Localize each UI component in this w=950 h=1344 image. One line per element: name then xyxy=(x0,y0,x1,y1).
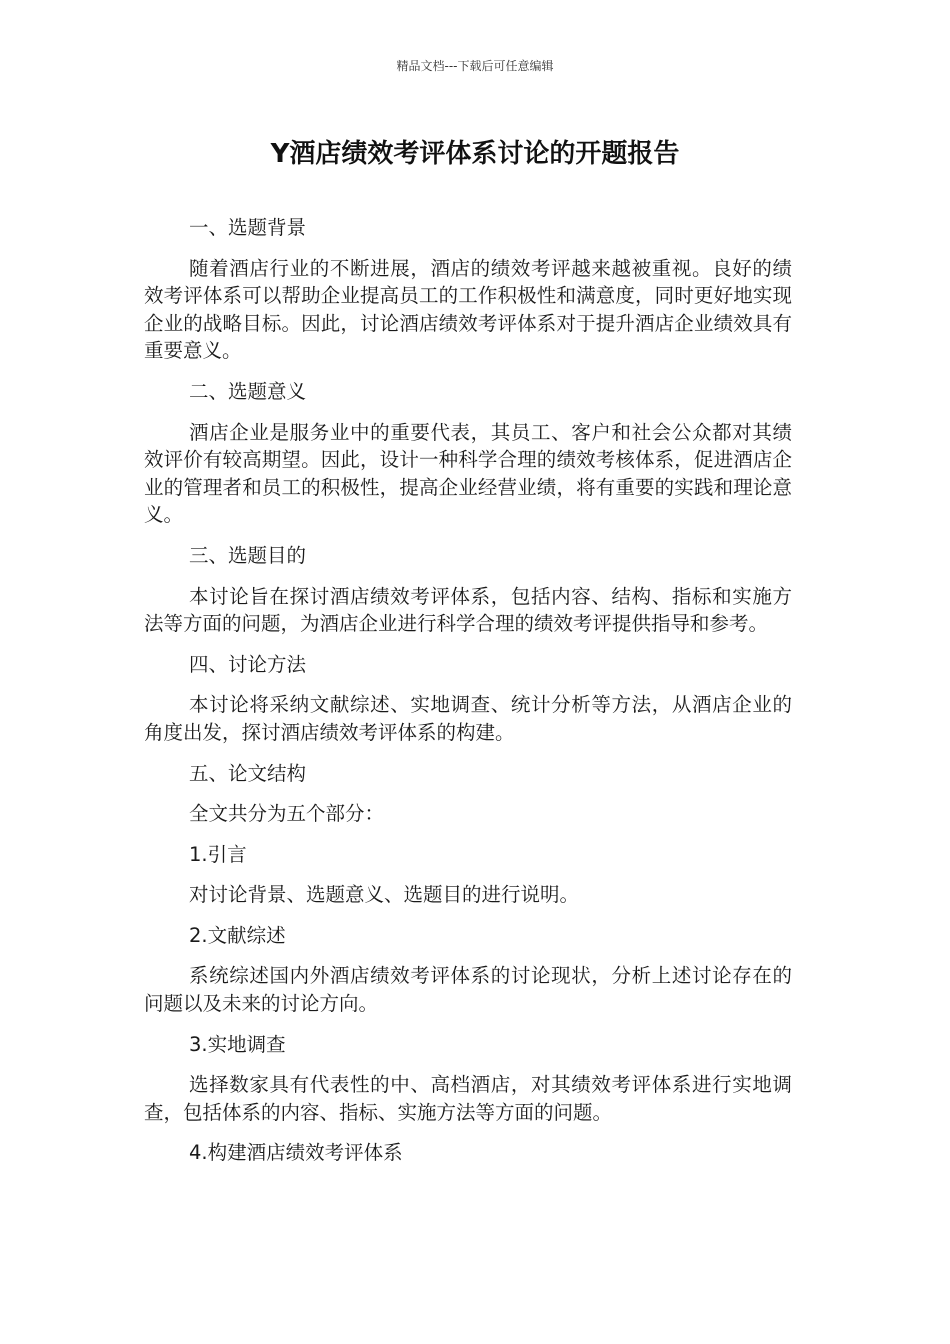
section-heading-background: 一、选题背景 xyxy=(189,216,307,239)
structure-item-field-survey-desc: 选择数家具有代表性的中、高档酒店，对其绩效考评体系进行实地调查，包括体系的内容、指标、实施方法等方面的问题。 xyxy=(144,1073,792,1124)
structure-item-literature-review: 2.文献综述 xyxy=(189,923,286,947)
paragraph-method: 本讨论将采纳文献综述、实地调查、统计分析等方法，从酒店企业的角度出发，探讨酒店绩效考评体系的构建。 xyxy=(144,693,792,744)
document-title: Y酒店绩效考评体系讨论的开题报告 xyxy=(270,139,680,169)
paragraph-purpose: 本讨论旨在探讨酒店绩效考评体系，包括内容、结构、指标和实施方法等方面的问题，为酒店企业进行科学合理的绩效考评提供指导和参考。 xyxy=(144,584,792,636)
structure-item-introduction-desc: 对讨论背景、选题意义、选题目的进行说明。 xyxy=(189,883,580,907)
structure-item-introduction: 1.引言 xyxy=(189,842,247,866)
structure-item-literature-review-desc: 系统综述国内外酒店绩效考评体系的讨论现状，分析上述讨论存在的问题以及未来的讨论方向。 xyxy=(144,964,792,1016)
paragraph-background: 随着酒店行业的不断进展，酒店的绩效考评越来越被重视。良好的绩效考评体系可以帮助企业提高员工的工作积极性和满意度，同时更好地实现企业的战略目标。因此，讨论酒店绩效考评体系对于提升酒店企业绩效具有重要意义。 xyxy=(144,256,792,363)
section-heading-method: 四、讨论方法 xyxy=(189,652,307,676)
structure-item-field-survey: 3.实地调查 xyxy=(189,1032,286,1056)
paragraph-significance: 酒店企业是服务业中的重要代表，其员工、客户和社会公众都对其绩效评价有较高期望。因此，设计一种科学合理的绩效考核体系，促进酒店企业的管理者和员工的积极性，提高企业经营业绩，将有重要的实践和理论意义。 xyxy=(144,420,792,527)
section-heading-significance: 二、选题意义 xyxy=(189,379,307,403)
structure-item-system-construction: 4.构建酒店绩效考评体系 xyxy=(189,1141,403,1165)
section-heading-purpose: 三、选题目的 xyxy=(189,543,307,567)
section-heading-structure: 五、论文结构 xyxy=(189,761,307,785)
document-body xyxy=(144,214,792,1180)
page-header: 精品文档---下载后可任意编辑 xyxy=(396,59,554,73)
structure-intro: 全文共分为五个部分： xyxy=(189,802,385,826)
